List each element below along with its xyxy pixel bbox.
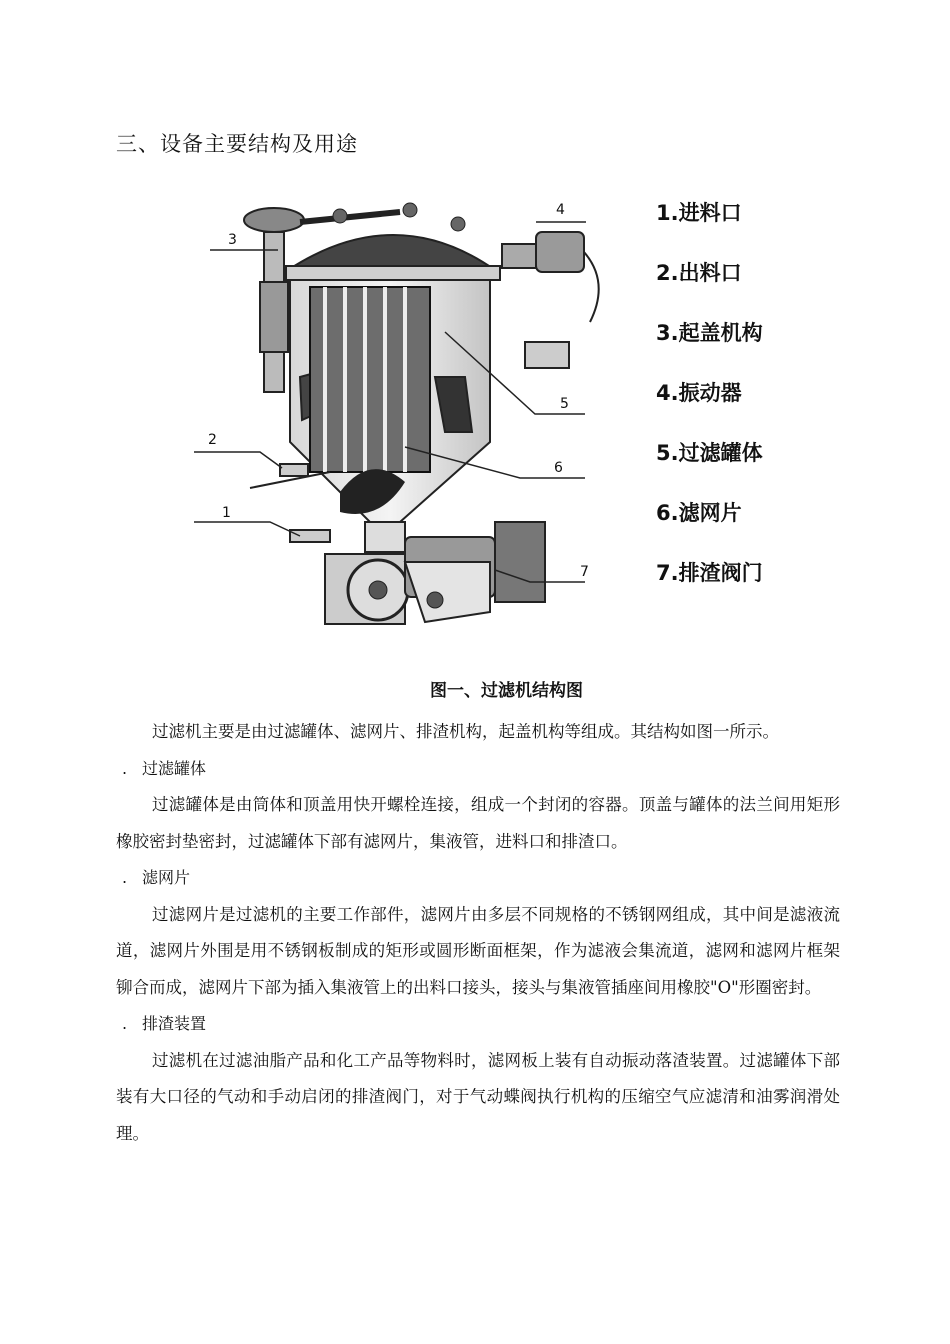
callout-3: 3 xyxy=(228,232,237,248)
section-heading xyxy=(116,1006,840,1043)
legend-item-tank-body: 5.过滤罐体 xyxy=(656,441,763,465)
figure-caption: 图一、过滤机结构图 xyxy=(430,681,583,701)
section-marker: . xyxy=(122,1014,128,1033)
section-title: 过滤罐体 xyxy=(142,758,207,778)
legend-item-outlet: 2.出料口 xyxy=(656,261,742,285)
section-paragraph: 过滤罐体是由筒体和顶盖用快开螺栓连接，组成一个封闭的容器。顶盖与罐体的法兰间用矩形橡胶密封垫密封，过滤罐体下部有滤网片，集液管，进料口和排渣口。 xyxy=(116,795,840,851)
legend-item-vibrator: 4.振动器 xyxy=(656,381,742,405)
page-heading: 三、设备主要结构及用途 xyxy=(116,132,358,156)
section-paragraph: 过滤机在过滤油脂产品和化工产品等物料时，滤网板上装有自动振动落渣装置。过滤罐体下部装有大口径的气动和手动启闭的排渣阀门，对于气动蝶阀执行机构的压缩空气应滤清和油雾润滑处理。 xyxy=(116,1050,840,1143)
body-text xyxy=(116,714,840,1152)
vibrator xyxy=(502,232,599,368)
callout-6: 6 xyxy=(554,460,563,476)
callout-7: 7 xyxy=(580,564,589,580)
section-title: 排渣装置 xyxy=(142,1014,207,1033)
section-title: 滤网片 xyxy=(142,868,191,887)
legend-item-lid-lift: 3.起盖机构 xyxy=(656,321,763,345)
discharge-valve xyxy=(325,522,545,624)
figure-legend xyxy=(656,198,846,618)
callout-4: 4 xyxy=(556,202,565,218)
section-heading xyxy=(116,751,840,788)
inlet-outlet-pipes xyxy=(250,464,330,542)
intro-paragraph: 过滤机主要是由过滤罐体、滤网片、排渣机构，起盖机构等组成。其结构如图一所示。 xyxy=(152,722,779,741)
section-marker: . xyxy=(122,868,128,887)
legend-item-inlet: 1.进料口 xyxy=(656,201,742,225)
callout-2: 2 xyxy=(208,432,217,448)
legend-item-valve: 7.排渣阀门 xyxy=(656,561,763,585)
section-marker: . xyxy=(122,758,128,778)
callout-5: 5 xyxy=(560,396,569,412)
section-paragraph: 过滤网片是过滤机的主要工作部件，滤网片由多层不同规格的不锈钢网组成，其中间是滤液流道，滤网片外围是用不锈钢板制成的矩形或圆形断面框架，作为滤液会集流道，滤网和滤网片框架铆合而成，滤网片下部为插入集液管上的出料口接头，接头与集液管插座间用橡胶"O"形圈密封。 xyxy=(116,904,840,997)
section-heading xyxy=(116,860,840,897)
callout-1: 1 xyxy=(222,505,231,521)
legend-item-screen: 6.滤网片 xyxy=(656,501,742,525)
